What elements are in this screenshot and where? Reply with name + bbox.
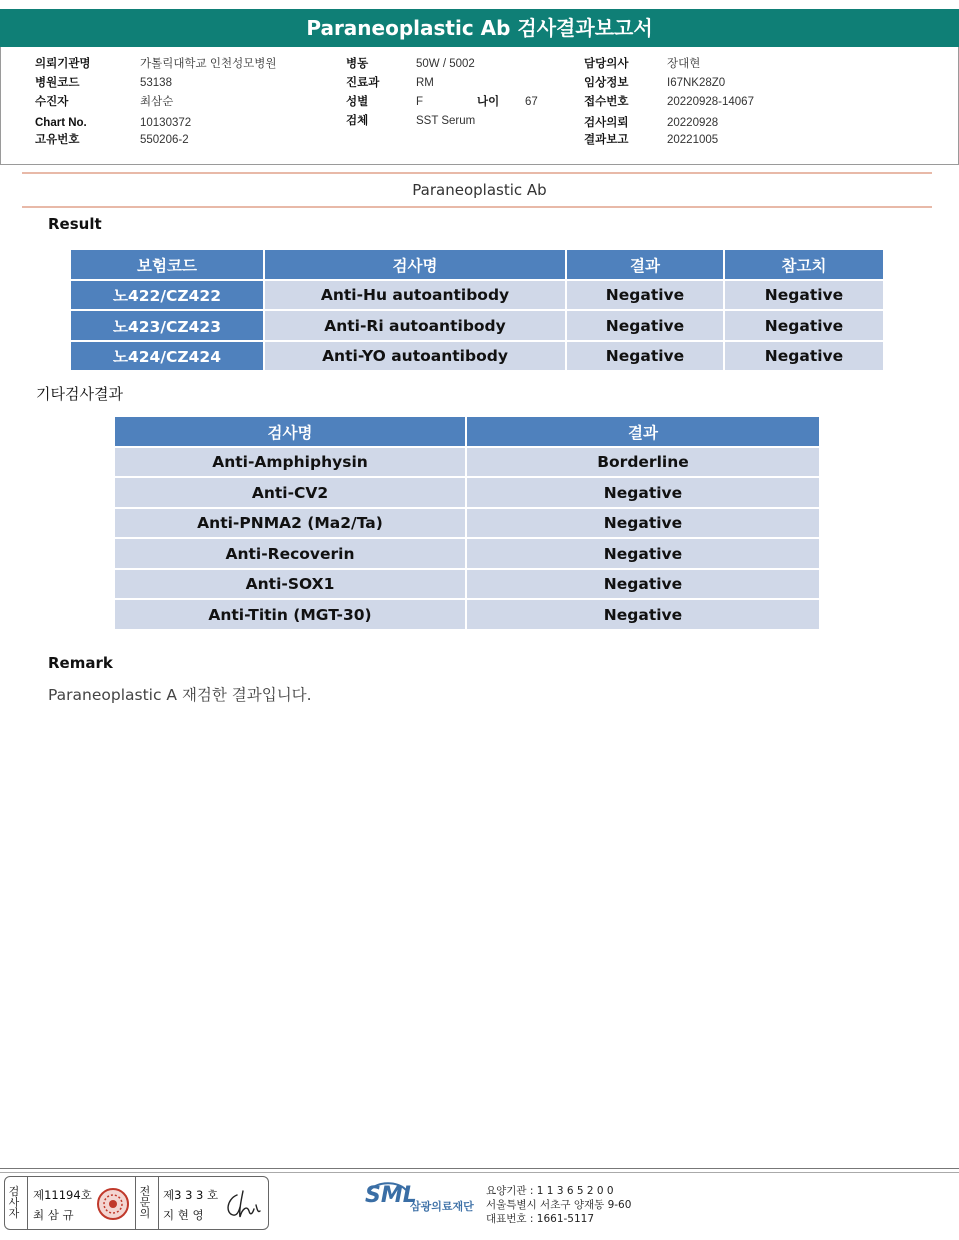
result-table-header [70,249,884,280]
test-name-cell: Anti-CV2 [114,477,466,508]
insurance-code-cell: 노422/CZ422 [70,280,264,310]
other-tests-heading: 기타검사결과 [36,385,123,403]
specimen-label: 검체 [346,115,369,127]
specialist-label: 전 문 의 [139,1185,151,1220]
specialist-signature-icon [223,1187,263,1221]
patient-info-header [0,47,959,165]
test-name-cell: Anti-Hu autoantibody [264,280,566,310]
test-name-cell: Anti-Recoverin [114,538,466,569]
examiner-seal-icon [96,1187,130,1221]
signature-box [4,1176,269,1230]
organization-phone: 대표번호 : 1661-5117 [486,1213,595,1225]
table-row [114,447,820,477]
sex-label: 성별 [346,96,369,108]
signature-divider [27,1177,28,1230]
sex-value: F [416,96,424,108]
footer-divider-secondary [0,1172,959,1173]
other-tests-header [114,416,820,447]
organization-address: 서울특별시 서초구 양재동 9-60 [486,1199,632,1211]
result-cell: Borderline [466,447,820,477]
footer-divider [0,1168,959,1169]
request-date-label: 검사의뢰 [584,117,629,129]
result-cell: Negative [566,280,724,310]
report-date-label: 결과보고 [584,134,629,146]
institution-number: 요양기관 : 1 1 3 6 5 2 0 0 [486,1185,614,1197]
specialist-name: 지 현 영 [163,1208,204,1222]
other-tests-table [113,415,821,631]
doctor-value: 장대현 [667,58,701,70]
age-label: 나이 [477,96,500,108]
age-value: 67 [525,96,538,108]
report-title: Paraneoplastic Ab 검사결과보고서 [0,9,959,47]
result-cell: Negative [566,310,724,341]
reference-cell: Negative [724,341,884,371]
test-name-cell: Anti-YO autoantibody [264,341,566,371]
result-cell: Negative [466,599,820,630]
result-cell: Negative [466,538,820,569]
hospital-name-label: 의뢰기관명 [35,58,91,70]
column-header: 보험코드 [70,249,264,280]
result-cell: Negative [466,508,820,538]
request-date-value: 20220928 [667,117,719,129]
chart-no-label: Chart No. [35,117,87,129]
column-header: 참고치 [724,249,884,280]
hospital-code-value: 53138 [140,77,172,89]
section-bottom-divider [22,206,932,208]
report-date-value: 20221005 [667,134,719,146]
reference-cell: Negative [724,310,884,341]
doctor-label: 담당의사 [584,58,629,70]
examiner-name: 최 삼 규 [33,1208,74,1222]
reference-cell: Negative [724,280,884,310]
sml-logo: SML [365,1183,417,1208]
test-name-cell: Anti-PNMA2 (Ma2/Ta) [114,508,466,538]
test-name-cell: Anti-Titin (MGT-30) [114,599,466,630]
examiner-license-no: 제11194호 [33,1188,92,1202]
insurance-code-cell: 노424/CZ424 [70,341,264,371]
column-header: 결과 [466,416,820,447]
table-row [70,310,884,341]
hospital-code-label: 병원코드 [35,77,80,89]
specialist-license-no: 제3 3 3 호 [163,1188,219,1202]
patient-label: 수진자 [35,96,69,108]
result-cell: Negative [566,341,724,371]
insurance-code-cell: 노423/CZ423 [70,310,264,341]
signature-divider [135,1177,136,1230]
specimen-value: SST Serum [416,115,476,127]
receipt-no-value: 20220928-14067 [667,96,754,108]
column-header: 검사명 [264,249,566,280]
section-title: Paraneoplastic Ab [412,181,547,199]
ward-label: 병동 [346,58,369,70]
table-row [70,280,884,310]
remark-heading: Remark [48,654,113,672]
hospital-name-value: 가톨릭대학교 인천성모병원 [140,58,277,70]
column-header: 검사명 [114,416,466,447]
section-top-divider [22,172,932,174]
column-header: 결과 [566,249,724,280]
result-cell: Negative [466,477,820,508]
department-value: RM [416,77,434,89]
table-row [114,508,820,538]
test-name-cell: Anti-Ri autoantibody [264,310,566,341]
clinical-info-label: 임상정보 [584,77,629,89]
sml-logo-arc-icon [368,1181,408,1191]
test-name-cell: Anti-SOX1 [114,569,466,599]
table-row [114,477,820,508]
table-row [114,569,820,599]
receipt-no-label: 접수번호 [584,96,629,108]
table-row [70,341,884,371]
result-cell: Negative [466,569,820,599]
table-row [114,599,820,630]
result-table [69,248,885,372]
clinical-info-value: I67NK28Z0 [667,77,726,89]
chart-no-value: 10130372 [140,117,192,129]
organization-name: 삼광의료재단 [410,1200,474,1213]
result-heading: Result [48,215,102,233]
department-label: 진료과 [346,77,380,89]
test-name-cell: Anti-Amphiphysin [114,447,466,477]
remark-text: Paraneoplastic A 재검한 결과입니다. [48,686,312,704]
unique-id-value: 550206-2 [140,134,189,146]
ward-value: 50W / 5002 [416,58,475,70]
signature-divider [158,1177,159,1230]
unique-id-label: 고유번호 [35,134,80,146]
patient-value: 최삼순 [140,96,174,108]
examiner-label: 검 사 자 [8,1185,20,1220]
table-row [114,538,820,569]
